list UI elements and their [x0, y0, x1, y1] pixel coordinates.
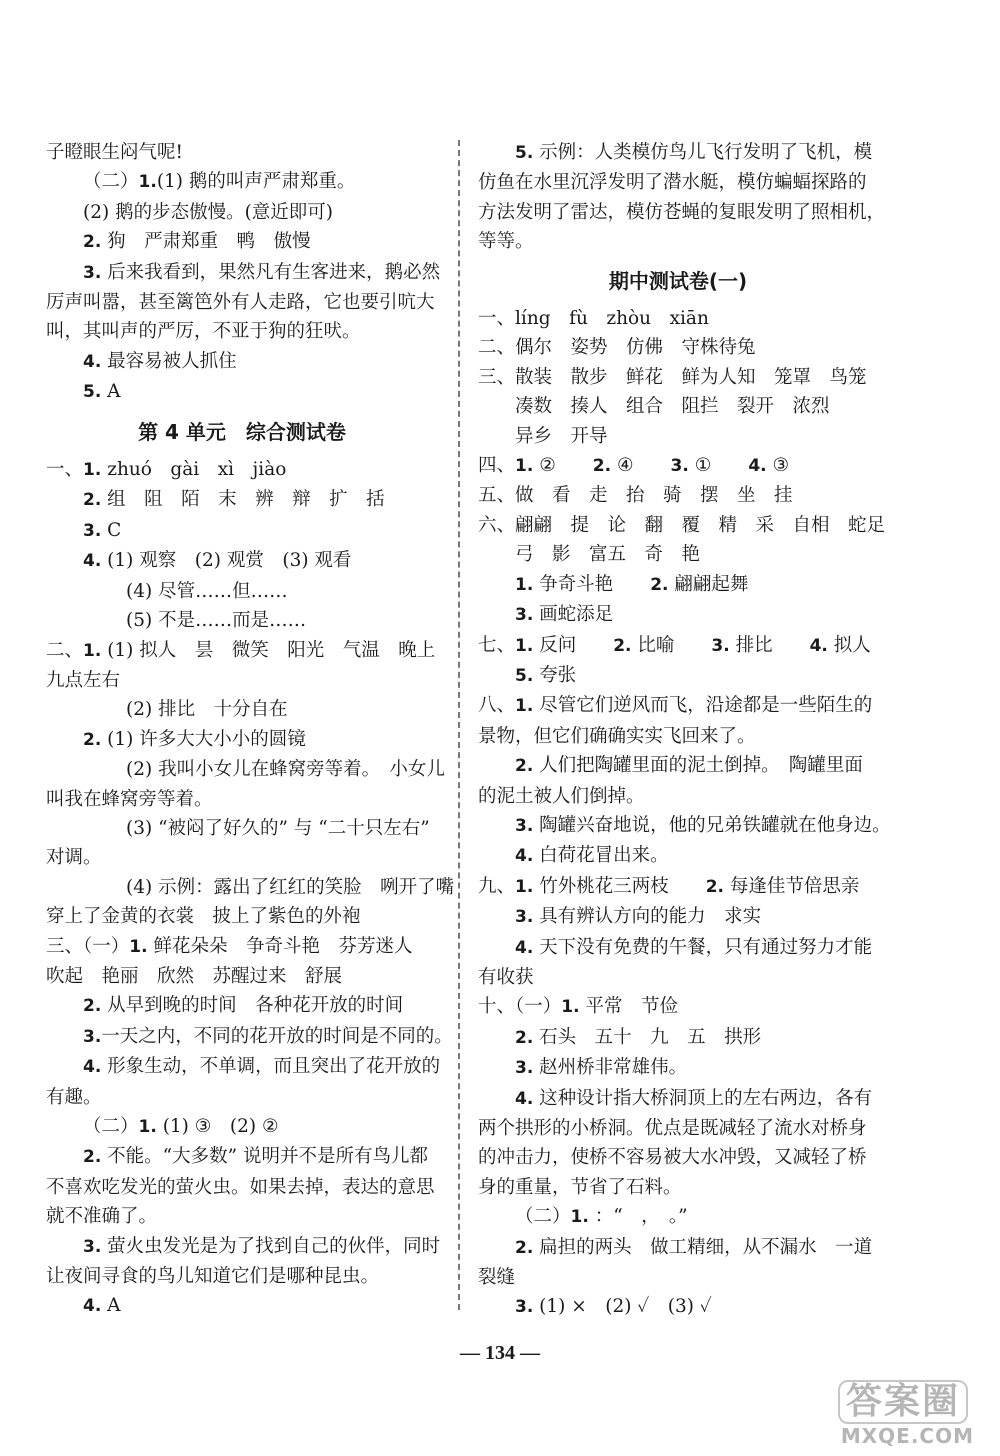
answer-text: 的冲击力，使桥不容易被大水冲毁，又减轻了桥 [478, 1147, 867, 1169]
item-number: 4. [515, 846, 534, 867]
answer-line [46, 516, 438, 546]
answer-text: 反问 [533, 634, 614, 656]
answer-line [478, 1084, 878, 1114]
answer-line [478, 1263, 878, 1292]
answer-text: 叫我在蜂窝旁等着。 [46, 788, 213, 810]
answer-text: (2) 我叫小女儿在蜂窝旁等着。 小女儿 [126, 759, 445, 781]
answer-text: 画蛇添足 [533, 604, 614, 626]
item-number: 2. [83, 729, 102, 750]
answer-line [478, 511, 886, 540]
item-number: 2. [83, 490, 102, 511]
answer-text: A [101, 381, 121, 403]
item-number: 2. [83, 1147, 102, 1168]
answer-text: 扁担的两头 做工精细，从不漏水 一道 [533, 1236, 873, 1258]
answer-text: 示例：人类模仿鸟儿飞行发明了飞机，模 [533, 142, 873, 163]
answer-line [46, 1202, 438, 1231]
answer-line [46, 962, 438, 991]
item-number: 1. [515, 574, 534, 595]
answer-text: 两个拱形的小桥洞。优点是既减轻了流水对桥身 [478, 1118, 867, 1139]
answer-text: 吹起 艳丽 欣然 苏醒过来 舒展 [46, 965, 343, 987]
answer-text: A [101, 1295, 121, 1317]
answer-text: 比喻 [631, 634, 712, 656]
item-number: 4. [83, 351, 102, 372]
answer-line [46, 695, 438, 724]
item-number: 2. [592, 456, 612, 477]
answer-text: 裂缝 [478, 1267, 516, 1289]
answer-line [478, 1053, 878, 1083]
answer-text: 白荷花冒出来。 [533, 845, 669, 867]
answer-line [46, 636, 438, 666]
answer-text: 形象生动，不单调，而且突出了花开放的 [101, 1056, 441, 1078]
answer-text: 子瞪眼生闷气呢! [46, 142, 183, 163]
item-number: 1. [138, 172, 157, 193]
answer-text: 平常 节俭 [579, 996, 678, 1018]
answer-text: (5) 不是……而是…… [126, 610, 307, 632]
answer-line [478, 1143, 878, 1172]
answer-text: 身的重量，节省了石料。 [478, 1176, 682, 1198]
answer-line [478, 168, 878, 197]
answer-text: （二） [83, 1116, 139, 1137]
answer-text: 九、 [478, 875, 516, 897]
answer-line [46, 1052, 441, 1082]
answer-text: 有收获 [478, 966, 534, 988]
answer-text: 一天之内，不同的花开放的时间是不同的。 [101, 1025, 453, 1047]
item-number: 4. [515, 1088, 534, 1109]
item-number: 1. [83, 640, 102, 661]
item-number: 2. [613, 635, 632, 656]
answer-line [46, 1142, 438, 1172]
item-number: 4. [515, 937, 534, 958]
answer-text: (2) 鹅的步态傲慢。(意近即可) [83, 201, 334, 223]
answer-line [478, 570, 878, 600]
answer-text: 萤火虫发光是为了找到自己的伙伴，同时 [101, 1235, 441, 1257]
answer-line [46, 606, 438, 635]
answer-text: 八、 [478, 695, 516, 717]
answer-text: 一、líng fù zhòu xiān [478, 308, 709, 330]
answer-text: 拟人 [827, 634, 871, 656]
answer-line [478, 722, 878, 751]
answer-line [478, 422, 878, 451]
answer-line [46, 347, 438, 377]
item-number: 1. [561, 997, 580, 1018]
answer-text: 石头 五十 九 五 拱形 [533, 1026, 762, 1048]
answer-text: 尽管它们逆风而飞，沿途都是一些陌生的 [533, 695, 873, 717]
answer-line [46, 873, 455, 902]
answer-line [478, 1023, 878, 1053]
answer-line [46, 1112, 438, 1142]
item-number: 2. [515, 1027, 534, 1048]
answer-line [478, 782, 878, 811]
answer-text: 让夜间寻食的鸟儿知道它们是哪种昆虫。 [46, 1266, 380, 1288]
answer-line [478, 872, 878, 902]
answer-line [478, 751, 878, 781]
item-number: 3. [515, 1058, 534, 1079]
answer-text: 穿上了金黄的衣裳 披上了紫色的外袍 [46, 906, 361, 928]
answer-text: 最容易被人抓住 [101, 350, 237, 372]
answer-line [46, 546, 438, 576]
item-number: 4. [809, 635, 828, 656]
answer-line [46, 258, 441, 288]
item-number: 2. [705, 876, 724, 897]
answer-line [478, 631, 878, 661]
answer-text: 陶罐兴奋地说，他的兄弟铁罐就在他身边。 [533, 814, 891, 836]
answer-text: 天下没有免费的午餐，只有通过努力才能 [533, 936, 873, 958]
answer-text: 鲜花朵朵 争奇斗艳 芬芳迷人 [147, 935, 413, 957]
item-number: 2. [83, 996, 102, 1017]
answer-text: (4) 示例：露出了红红的笑脸 咧开了嘴 [126, 876, 455, 898]
answer-text: 三、散装 散步 鲜花 鲜为人知 笼罩 鸟笼 [478, 366, 867, 388]
section-heading: 第 4 单元 综合测试卷 [138, 419, 346, 444]
left-column [46, 138, 455, 1322]
answer-text: 二、偶尔 姿势 仿佛 守株待兔 [478, 337, 756, 359]
answer-text: ② [533, 455, 593, 477]
item-number: 1. [83, 460, 102, 481]
answer-line [46, 1291, 438, 1321]
answer-line [478, 540, 878, 569]
answer-line [46, 455, 438, 485]
answer-line [478, 138, 878, 168]
answer-text: (1) × (2) ✓ (3) ✓ [533, 1296, 712, 1318]
answer-text: 后来我看到，果然凡有生客进来，鹅必然 [101, 261, 441, 283]
page-number: — 134 — [460, 1342, 540, 1364]
answer-line [46, 485, 438, 515]
answer-text: 夸张 [533, 664, 577, 686]
item-number: 3. [83, 262, 102, 283]
answer-line [46, 317, 438, 346]
answer-line [478, 198, 886, 227]
item-number: 2. [650, 574, 669, 595]
item-number: 1. [570, 1207, 589, 1228]
answer-line [46, 755, 445, 784]
item-number: 1. [515, 635, 534, 656]
answer-text: 方法发明了雷达，模仿苍蝇的复眼发明了照相机， [478, 201, 886, 223]
answer-text: zhuó gài xì jiào [101, 459, 287, 481]
answer-text: (1) 许多大大小小的圆镜 [101, 728, 306, 750]
answer-line [46, 902, 438, 931]
item-number: 3. [83, 1026, 102, 1047]
answer-text: 厉声叫嚣，甚至篱笆外有人走路，它也要引吭大 [46, 292, 435, 314]
answer-line [478, 963, 878, 992]
answer-line [46, 666, 438, 695]
answer-line [46, 138, 438, 167]
answer-line [478, 363, 878, 392]
answer-text: 不能。“大多数” 说明并不是所有鸟儿都 [101, 1146, 428, 1168]
item-number: 1. [138, 1117, 157, 1137]
item-number: 1. [129, 936, 148, 957]
answer-line [478, 333, 878, 362]
answer-text: 等等。 [478, 231, 534, 253]
answer-text: 不喜欢吃发光的萤火虫。如果去掉，表达的意思 [46, 1176, 435, 1198]
answer-text: 六、翩翩 提 论 翻 覆 精 采 自相 蛇足 [478, 514, 886, 536]
item-number: 3. [515, 1297, 534, 1318]
item-number: 2. [515, 1237, 534, 1258]
answer-line [46, 1232, 441, 1262]
answer-line [46, 1173, 438, 1202]
answer-text: 四、 [478, 455, 516, 477]
answer-text: 凑数 揍人 组合 阻拦 裂开 浓烈 [515, 396, 830, 418]
answer-text: ③ [766, 455, 790, 477]
answer-line [478, 227, 878, 256]
answer-line [478, 1292, 878, 1322]
answer-text: 对调。 [46, 847, 102, 869]
answer-line [46, 377, 438, 407]
answer-text: 仿鱼在水里沉浮发明了潜水艇，模仿蝙蝠探路的 [478, 172, 867, 194]
answer-text: 十、（一） [478, 996, 562, 1018]
answer-line [46, 991, 438, 1021]
item-number: 3. [670, 456, 689, 477]
answer-text: ④ [611, 455, 671, 477]
answer-line [46, 843, 438, 872]
section-heading: 期中测试卷(一) [608, 268, 748, 293]
answer-line [46, 785, 438, 814]
answer-text: 赵州桥非常雄伟。 [533, 1057, 688, 1079]
item-number: 2. [515, 756, 534, 777]
answer-line [46, 577, 438, 606]
answer-text: (2) 排比 十分自在 [126, 699, 288, 721]
answer-text: (1) 拟人 昙 微笑 阳光 气温 晚上 [101, 639, 436, 661]
answer-text: 九点左右 [46, 669, 121, 691]
answer-line [478, 933, 878, 963]
answer-text: 七、 [478, 634, 516, 656]
answer-text: 三、（一） [46, 935, 130, 957]
answer-line [46, 1083, 438, 1112]
answer-text: 人们把陶罐里面的泥土倒掉。 陶罐里面 [533, 755, 863, 777]
answer-text: 景物，但它们确确实实飞回来了。 [478, 725, 756, 747]
item-number: 4. [748, 456, 767, 477]
answer-line [46, 814, 438, 843]
answer-text: （二） [83, 171, 139, 193]
answer-line [46, 1022, 453, 1052]
answer-line [46, 198, 438, 227]
answer-text: 异乡 开导 [515, 425, 608, 447]
answer-text: 每逢佳节倍思亲 [724, 875, 860, 897]
answer-text: 一、 [46, 459, 84, 481]
item-number: 3. [711, 635, 730, 656]
item-number: 2. [83, 232, 102, 253]
answer-text: 竹外桃花三两枝 [533, 875, 706, 897]
answer-text: ① [688, 455, 749, 477]
item-number: 4. [83, 551, 102, 572]
answer-line [46, 1262, 438, 1291]
answer-text: 争奇斗艳 [533, 573, 651, 595]
item-number: 1. [515, 456, 534, 477]
item-number: 5. [83, 382, 102, 403]
answer-line [478, 902, 878, 932]
answer-line [46, 227, 438, 257]
answer-line [478, 1233, 878, 1263]
item-number: 4. [83, 1296, 102, 1317]
item-number: 5. [515, 143, 534, 163]
watermark-url: MXQE.COM [840, 1424, 974, 1448]
answer-line [478, 841, 878, 871]
answer-text: 具有辨认方向的能力 求实 [533, 906, 762, 928]
answer-text: 组 阻 陌 末 辨 辩 扩 括 [101, 489, 385, 511]
answer-line [478, 1114, 878, 1143]
answer-line [46, 288, 438, 317]
answer-text: 排比 [729, 634, 810, 656]
answer-line [46, 167, 438, 197]
item-number: 4. [83, 1057, 102, 1078]
answer-line [478, 600, 878, 630]
answer-text: 有趣。 [46, 1086, 102, 1108]
answer-line [46, 932, 438, 962]
answer-text: (1) 鹅的叫声严肃郑重。 [156, 171, 356, 193]
answer-line [478, 481, 878, 510]
answer-text: 就不准确了。 [46, 1206, 158, 1228]
right-column [478, 138, 891, 1323]
answer-text: (1) ③ (2) ② [156, 1116, 279, 1137]
item-number: 3. [83, 1236, 102, 1257]
answer-line [478, 1173, 878, 1202]
answer-text: 叫，其叫声的严厉，不亚于狗的狂吠。 [46, 321, 361, 343]
answer-text: 二、 [46, 639, 84, 661]
answer-text: C [101, 519, 122, 541]
answer-line [478, 1202, 878, 1232]
item-number: 3. [83, 520, 102, 541]
answer-line [478, 691, 878, 721]
answer-text: (1) 观察 (2) 观赏 (3) 观看 [101, 550, 352, 572]
answer-line [478, 451, 878, 481]
answer-line [478, 811, 891, 841]
item-number: 3. [515, 815, 534, 836]
answer-line [478, 304, 878, 333]
answer-text: 的泥土被人们倒掉。 [478, 785, 645, 807]
item-number: 1. [515, 696, 534, 717]
answer-line [478, 661, 878, 691]
answer-text: 弓 影 富五 奇 艳 [515, 544, 701, 566]
item-number: 3. [515, 605, 534, 626]
watermark-logo-text: 答案圈 [838, 1380, 968, 1424]
answer-text: 狗 严肃郑重 鸭 傲慢 [101, 231, 311, 253]
answer-text: 从早到晚的时间 各种花开放的时间 [101, 995, 404, 1017]
answer-text: 翩翩起舞 [668, 573, 749, 595]
answer-text: ：“ ， 。” [588, 1206, 688, 1228]
answer-text: 五、做 看 走 抬 骑 摆 坐 挂 [478, 485, 793, 507]
answer-line [46, 725, 438, 755]
item-number: 1. [515, 876, 534, 897]
answer-text: 这种设计指大桥洞顶上的左右两边，各有 [533, 1087, 873, 1109]
answer-line [478, 992, 878, 1022]
answer-text: (3) “被闷了好久的” 与 “二十只左右” [126, 817, 430, 839]
item-number: 3. [515, 907, 534, 928]
answer-text: （二） [515, 1206, 571, 1228]
item-number: 5. [515, 665, 534, 686]
column-divider [458, 140, 460, 1310]
answer-text: (4) 尽管……但…… [126, 580, 288, 602]
watermark-logo [838, 1380, 978, 1446]
answer-line [478, 392, 878, 421]
